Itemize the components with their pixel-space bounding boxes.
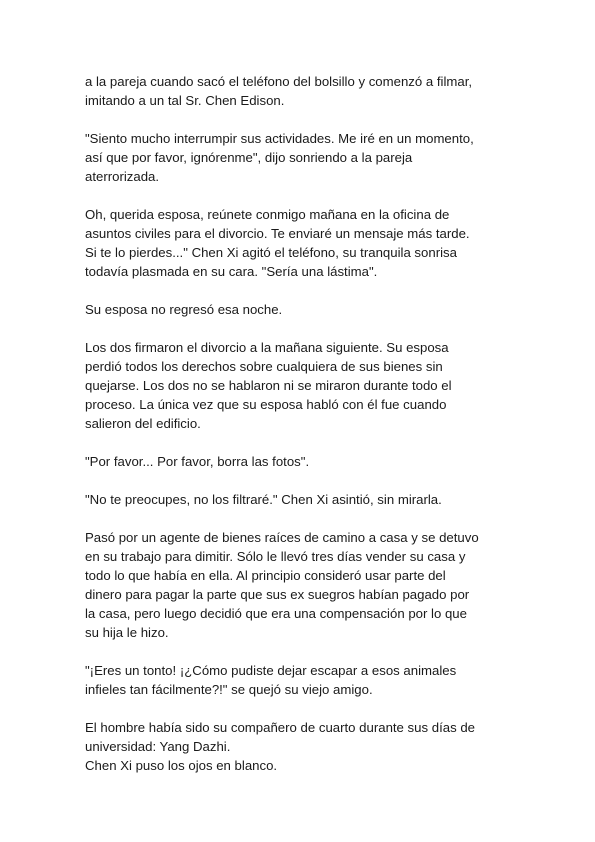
text-line: su hija le hizo. bbox=[85, 625, 169, 640]
paragraph bbox=[85, 300, 517, 319]
paragraph bbox=[85, 72, 517, 110]
text-line: quejarse. Los dos no se hablaron ni se miraron durante todo el bbox=[85, 378, 452, 393]
paragraph bbox=[85, 490, 517, 509]
text-line: "Siento mucho interrumpir sus actividades. Me iré en un momento, bbox=[85, 131, 474, 146]
paragraph bbox=[85, 338, 517, 433]
text-line: Pasó por un agente de bienes raíces de camino a casa y se detuvo bbox=[85, 530, 479, 545]
text-line: El hombre había sido su compañero de cuarto durante sus días de bbox=[85, 720, 476, 735]
text-line: infieles tan fácilmente?!" se quejó su viejo amigo. bbox=[85, 682, 373, 697]
text-line: aterrorizada. bbox=[85, 169, 160, 184]
text-line: a la pareja cuando sacó el teléfono del bolsillo y comenzó a filmar, bbox=[85, 74, 473, 89]
paragraph bbox=[85, 452, 517, 471]
text-line: Si te lo pierdes..." Chen Xi agitó el teléfono, su tranquila sonrisa bbox=[85, 245, 457, 260]
text-line: universidad: Yang Dazhi. bbox=[85, 739, 231, 754]
text-line: "No te preocupes, no los filtraré." Chen Xi asintió, sin mirarla. bbox=[85, 492, 442, 507]
paragraph bbox=[85, 661, 517, 699]
text-line: dinero para pagar la parte que sus ex suegros habían pagado por bbox=[85, 587, 470, 602]
text-line: Los dos firmaron el divorcio a la mañana siguiente. Su esposa bbox=[85, 340, 449, 355]
text-line: Chen Xi puso los ojos en blanco. bbox=[85, 758, 278, 773]
text-line: imitando a un tal Sr. Chen Edison. bbox=[85, 93, 285, 108]
text-line: todavía plasmada en su cara. "Sería una lástima". bbox=[85, 264, 378, 279]
paragraph bbox=[85, 205, 517, 281]
text-line: perdió todos los derechos sobre cualquiera de sus bienes sin bbox=[85, 359, 443, 374]
text-line: "¡Eres un tonto! ¡¿Cómo pudiste dejar escapar a esos animales bbox=[85, 663, 457, 678]
text-line: asuntos civiles para el divorcio. Te enviaré un mensaje más tarde. bbox=[85, 226, 470, 241]
paragraph bbox=[85, 129, 517, 186]
text-line: en su trabajo para dimitir. Sólo le llevó tres días vender su casa y bbox=[85, 549, 466, 564]
paragraph bbox=[85, 718, 517, 775]
text-line: todo lo que había en ella. Al principio consideró usar parte del bbox=[85, 568, 446, 583]
text-line: la casa, pero luego decidió que era una compensación por lo que bbox=[85, 606, 467, 621]
text-line: "Por favor... Por favor, borra las fotos". bbox=[85, 454, 310, 469]
text-line: así que por favor, ignórenme", dijo sonriendo a la pareja bbox=[85, 150, 413, 165]
text-line: salieron del edificio. bbox=[85, 416, 201, 431]
document-body bbox=[85, 72, 517, 775]
text-line: proceso. La única vez que su esposa habló con él fue cuando bbox=[85, 397, 447, 412]
paragraph bbox=[85, 528, 517, 642]
text-line: Oh, querida esposa, reúnete conmigo mañana en la oficina de bbox=[85, 207, 450, 222]
text-line: Su esposa no regresó esa noche. bbox=[85, 302, 283, 317]
